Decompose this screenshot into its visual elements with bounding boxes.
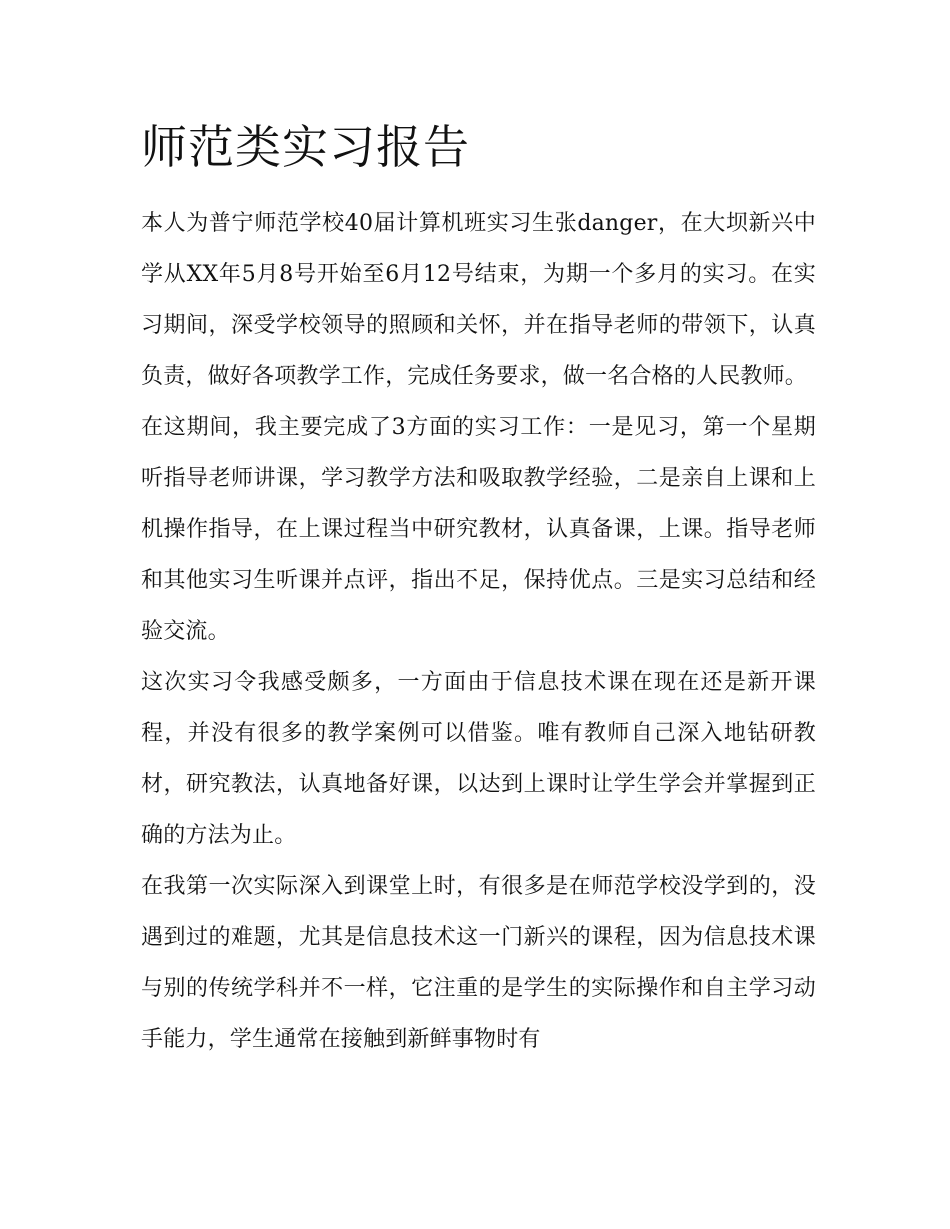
document-content: [141, 118, 816, 1065]
document-title: 师范类实习报告: [141, 120, 470, 174]
paragraph-internship-tasks: 在这期间，我主要完成了3方面的实习工作：一是见习，第一个星期听指导老师讲课，学习教学方法和吸取教学经验，二是亲自上课和上机操作指导，在上课过程当中研究教材，认真备课，上课。指导老师和其他实习生听课并点评，指出不足，保持优点。三是实习总结和经验交流。: [141, 415, 816, 644]
paragraph-internship-intro: 本人为普宁师范学校40届计算机班实习生张danger，在大坝新兴中学从XX年5月8号开始至6月12号结束，为期一个多月的实习。在实习期间，深受学校领导的照顾和关怀，并在指导老师的带领下，认真负责，做好各项教学工作，完成任务要求，做一名合格的人民教师。: [141, 211, 816, 389]
paragraph-reflection: 这次实习令我感受颇多，一方面由于信息技术课在现在还是新开课程，并没有很多的教学案例可以借鉴。唯有教师自己深入地钻研教材，研究教法，认真地备好课，以达到上课时让学生学会并掌握到正确的方法为止。: [141, 670, 816, 848]
document-body: [141, 198, 816, 1065]
paragraph-first-class: 在我第一次实际深入到课堂上时，有很多是在师范学校没学到的，没遇到过的难题，尤其是信息技术这一门新兴的课程，因为信息技术课与别的传统学科并不一样，它注重的是学生的实际操作和自主学习动手能力，学生通常在接触到新鲜事物时有: [141, 874, 816, 1052]
